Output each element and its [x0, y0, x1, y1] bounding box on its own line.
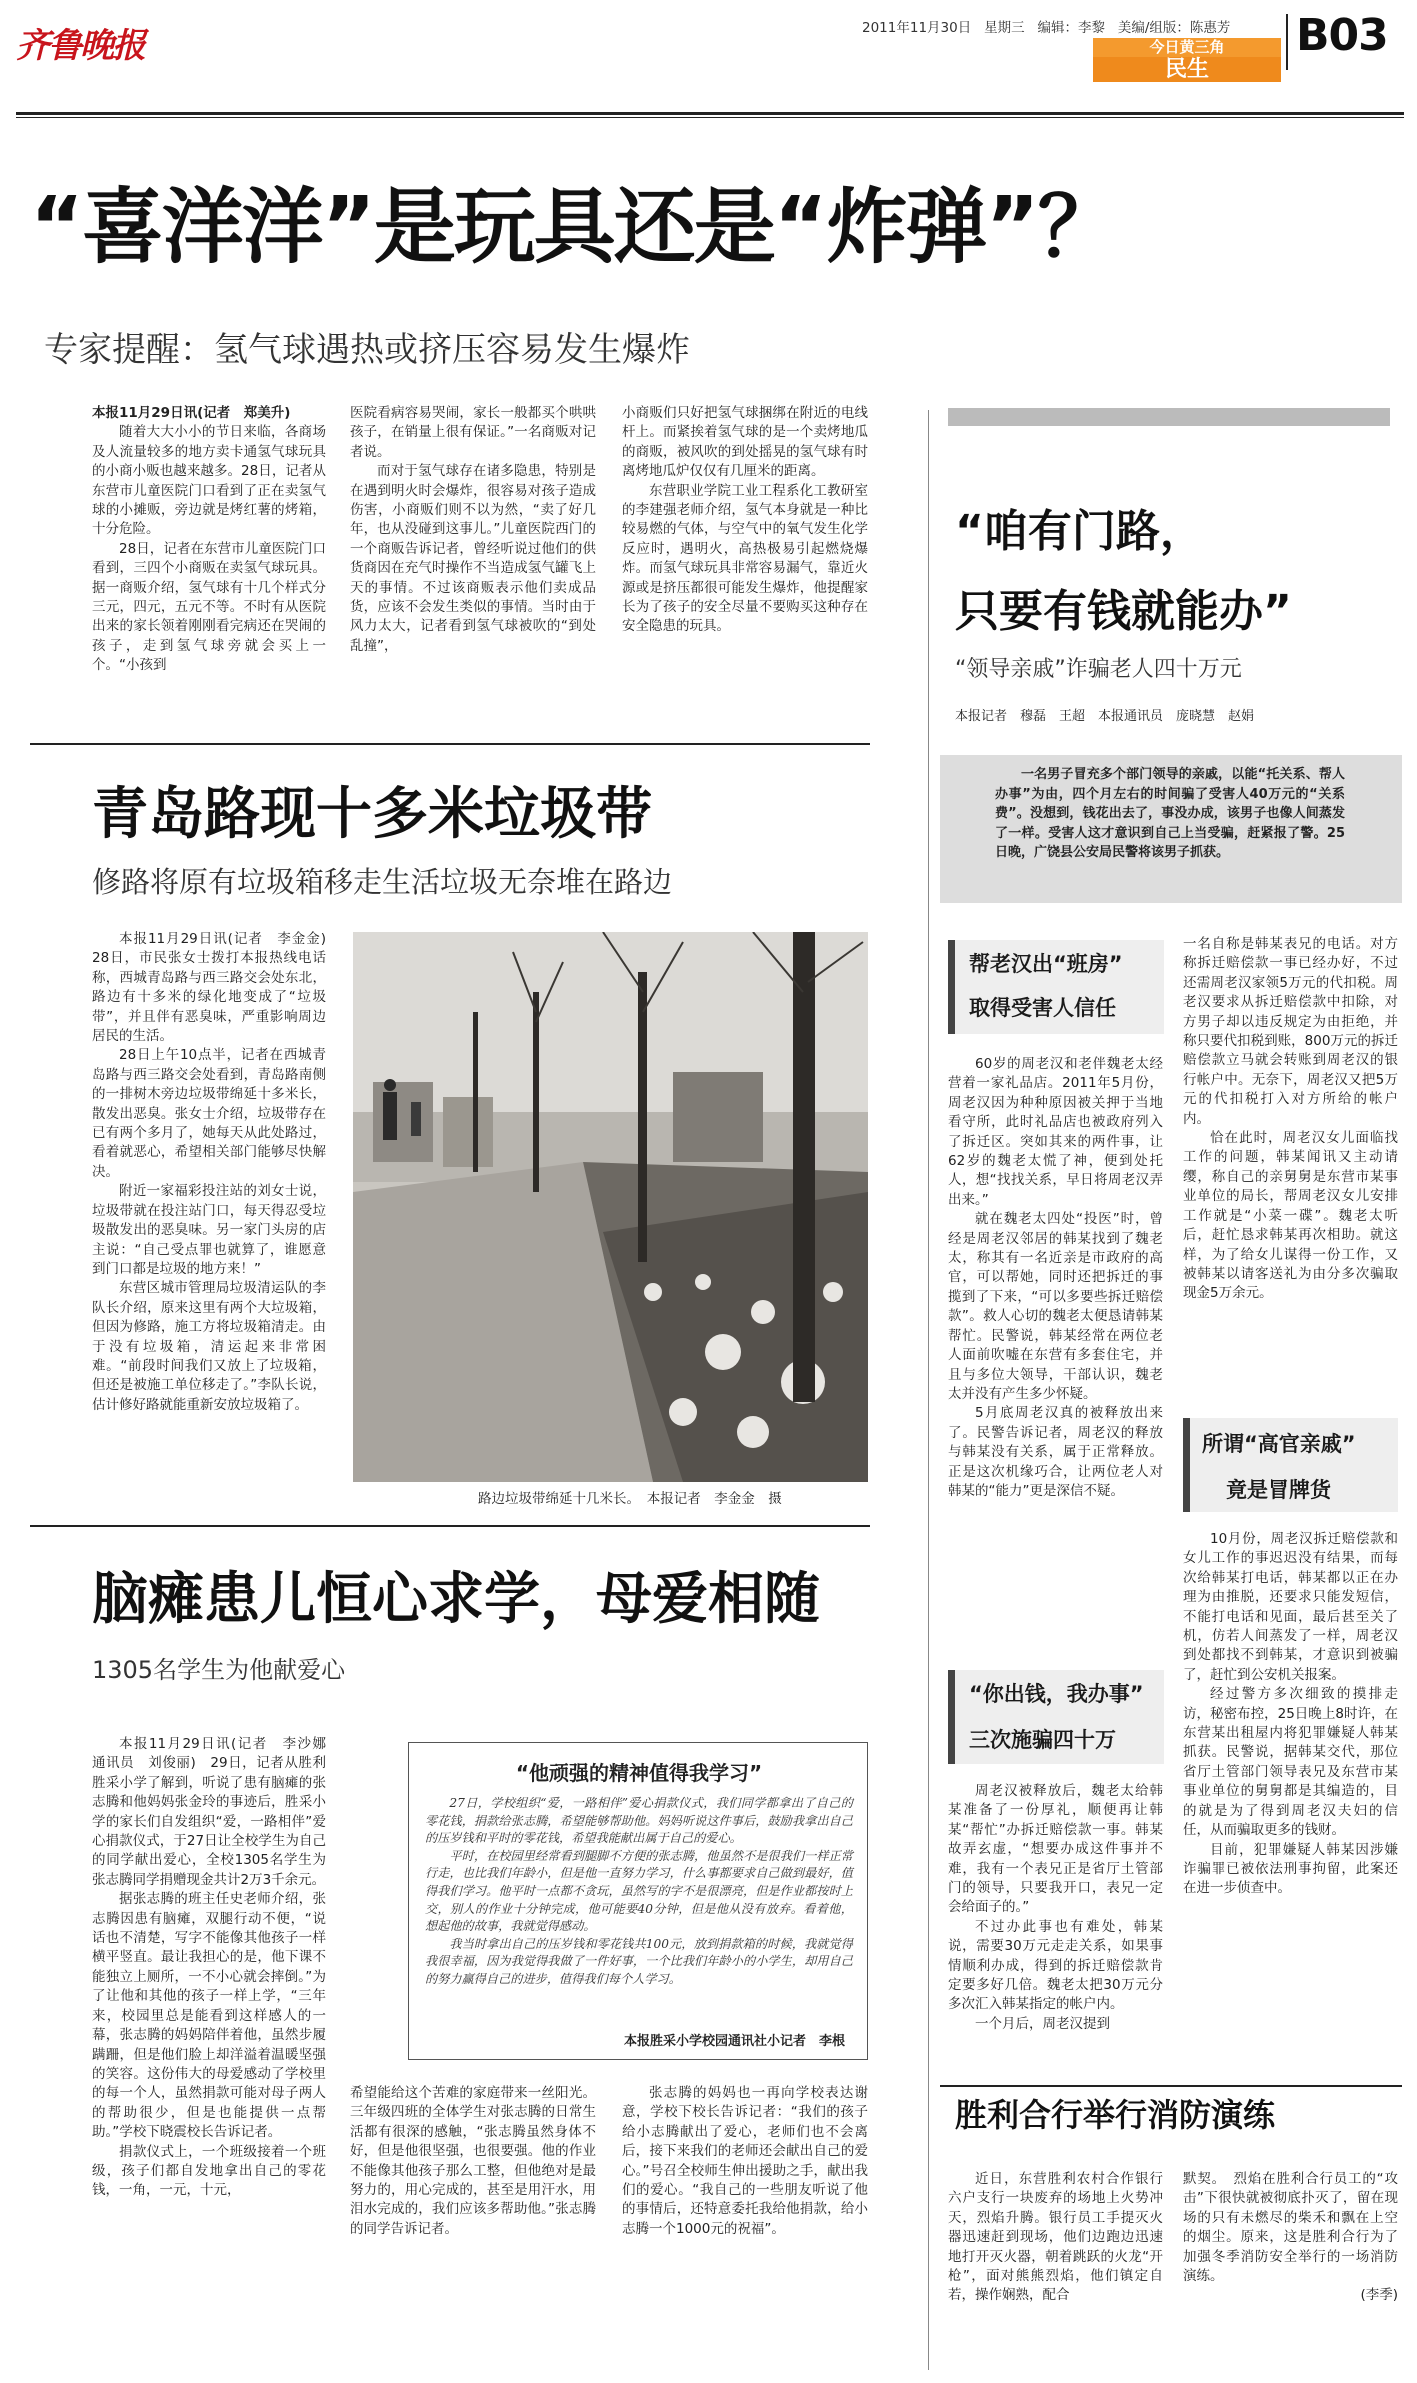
box2-line2: 三次施骗四十万: [969, 1728, 1116, 1752]
paragraph: 28日，记者在东营市儿童医院门口看到，三四个小商贩在卖氢气球玩具。据一商贩介绍，氢气球有十几个样式分三元，四元，五元不等。不时有从医院出来的家长领着刚刚看完病还在哭闹的孩子，走到氢气球旁就会买上一个。“小孩到: [92, 540, 326, 674]
lead-byline: 本报11月29日讯(记者 郑美升): [92, 405, 291, 421]
paragraph: 小商贩们只好把氢气球捆绑在附近的电线杆上。而紧挨着氢气球的是一个卖烤地瓜的商贩，被风吹的到处摇晃的氢气球有时离烤地瓜炉仅仅有几厘米的距离。: [622, 405, 868, 480]
story3-col-3: [622, 2084, 868, 2239]
box3-line1: 所谓“高官亲戚”: [1202, 1432, 1356, 1456]
divider: [940, 2085, 1402, 2087]
section-tag: 今日黄三角: [1093, 38, 1281, 57]
street-scene-image: [353, 932, 868, 1482]
story2-subhead: 修路将原有垃圾箱移走生活垃圾无奈堆在路边: [92, 865, 673, 899]
story5-col-2: [1183, 2170, 1398, 2306]
paragraph: 我当时拿出自己的压岁钱和零花钱共100元，放到捐款箱的时候，我就觉得我很幸福，因为我觉得我做了一件好事，一个比我们年龄小的小学生，却用自己的努力赢得自己的进步，值得我们每个人学习。: [425, 1936, 853, 1986]
subhead-box-1: [948, 940, 1164, 1034]
page-number: B03: [1296, 10, 1388, 61]
story4-lead: 一名男子冒充多个部门领导的亲戚，以能“托关系、帮人办事”为由，四个月左右的时间骗了受害人40万元的“关系费”。没想到，钱花出去了，事没办成，该男子也像人间蒸发了一样。受害人这才意识到自己上当受骗，赶紧报了警。25日晚，广饶县公安局民警将该男子抓获。: [995, 767, 1345, 860]
paragraph: 本报11月29日讯(记者 李金金) 28日，市民张女士拨打本报热线电话称，西城青岛路与西三路交会处东北，路边有十多米的绿化地变成了“垃圾带”，并且伴有恶臭味，严重影响周边居民的生活。: [92, 931, 340, 1045]
paragraph: 东营职业学院工业工程系化工教研室的李建强老师介绍，氢气本身就是一种比较易燃的气体，与空气中的氧气发生化学反应时，遇明火，高热极易引起燃烧爆炸。而氢气球玩具非常容易漏气，靠近火源或是挤压都很可能发生爆炸，他提醒家长为了孩子的安全尽量不要购买这种存在安全隐患的玩具。: [622, 482, 868, 635]
letter-box: [408, 1742, 868, 2060]
masthead-logo: [16, 18, 156, 64]
paragraph: 恰在此时，周老汉女儿面临找工作的问题，韩某闻讯又主动请缨，称自己的亲舅舅是东营市某事业单位的局长，帮周老汉女儿安排工作就是“小菜一碟”。魏老太听后，赶忙恳求韩某再次相助。就这样，为了给女儿谋得一份工作，又被韩某以请客送礼为由分多次骗取现金5万余元。: [1183, 1130, 1398, 1302]
designer: 美编/组版：陈惠芳: [1117, 20, 1231, 36]
paragraph: 5月底周老汉真的被释放出来了。民警告诉记者，周老汉的释放与韩某没有关系，属于正常释放。正是这次机缘巧合，让两位老人对韩某的“能力”更是深信不疑。: [948, 1405, 1163, 1499]
issue-date: 2011年11月30日: [862, 20, 972, 36]
section-name: 民生: [1164, 57, 1209, 82]
paragraph: 平时，在校园里经常看到腿脚不方便的张志腾，他虽然不是很我们一样正常行走，也比我们年龄小，但是他一直努力学习，什么事都要求自己做到最好，值得我们学习。他平时一点都不贪玩，虽然写的字不是很漂亮，但是作业都按时上交，别人的作业十分钟完成，他可能要40分钟，但是他从没有放弃。看着他，想起他的故事，我就觉得感动。: [425, 1848, 853, 1934]
box1-line2: 取得受害人信任: [969, 996, 1116, 1020]
masthead-rule-thin: [16, 117, 1404, 118]
story3-col-2: [350, 2084, 596, 2239]
paragraph: 而对于氢气球存在诸多隐患，特别是在遇到明火时会爆炸，很容易对孩子造成伤害，小商贩们则不以为然，“卖了好几年，也从没碰到这事儿。”儿童医院西门的一个商贩告诉记者，曾经听说过他们的供货商因在充气时操作不当造成氢气罐飞上天的事情。不过该商贩表示他们卖成品货，应该不会发生类似的事情。当时由于风力太大，记者看到氢气球被吹的“到处乱撞”，: [350, 463, 596, 654]
paragraph: 张志腾的妈妈也一再向学校表达谢意，学校下校长告诉记者：“我们的孩子给小志腾献出了爱心，老师们也不会离后，接下来我们的老师还会献出自己的爱心。”号召全校师生伸出援助之手，献出我们的爱心。“我自己的一些朋友听说了他的事情后，还特意委托我给他捐款，给小志腾一个1000元的祝福”。: [622, 2085, 868, 2237]
paragraph: 本报11月29日讯(记者 李沙娜 通讯员 刘俊丽) 29日，记者从胜利胜采小学了解到，听说了患有脑瘫的张志腾和他妈妈张金玲的事迹后，胜采小学的家长们自发组织“爱，一路相伴”爱心捐款仪式，于27日让全校学生为自己的同学献出爱心，全校1305名学生为张志腾同学捐赠现金共计2万3千余元。: [92, 1736, 340, 1888]
paragraph: 近日，东营胜利农村合作银行六户支行一块废弃的场地上火势冲天，烈焰升腾。银行员工手提灭火器迅速赶到现场，他们边跑边迅速地打开灭火器，朝着跳跃的火龙“开枪”，面对熊熊烈焰，他们镇定自若，操作娴熟，配合: [948, 2171, 1163, 2304]
paragraph: 10月份，周老汉拆迁赔偿款和女儿工作的事迟迟没有结果，而每次给韩某打电话，韩某都以正在办理为由推脱，还要求只能发短信，不能打电话和见面，最后甚至关了机，仿若人间蒸发了一样，周老汉到处都找不到韩某，才意识到被骗了，赶忙到公安机关报案。: [1183, 1531, 1398, 1683]
paragraph: 东营区城市管理局垃圾清运队的李队长介绍，原来这里有两个大垃圾箱，但因为修路，施工方将垃圾箱清走。由于没有垃圾箱，清运起来非常困难。“前段时间我们又放上了垃圾箱，但还是被施工单位移走了。”李队长说，估计修好路就能重新安放垃圾箱了。: [92, 1280, 326, 1413]
paragraph: 目前，犯罪嫌疑人韩某因涉嫌诈骗罪已被依法刑事拘留，此案还在进一步侦查中。: [1183, 1841, 1398, 1897]
masthead-rule: [16, 112, 1404, 115]
story4-headline-line2: 只要有钱就能办”: [955, 586, 1292, 637]
paragraph: 60岁的周老汉和老伴魏老太经营着一家礼品店。2011年5月份，周老汉因为种种原因被关押于当地看守所，此时礼品店也被政府列入了拆迁区。突如其来的两件事，让62岁的魏老太慌了神，便到处托人，想“找找关系，早日将周老汉弄出来。”: [948, 1056, 1163, 1208]
story2-headline: 青岛路现十多米垃圾带: [92, 782, 652, 847]
right-col-band: [948, 408, 1390, 426]
lead-col-1: [92, 404, 326, 676]
story3-subhead: 1305名学生为他献爱心: [92, 1656, 346, 1684]
subhead-box-2: [948, 1670, 1164, 1764]
story4-col-a1: [948, 1055, 1163, 1501]
issue-weekday: 星期三: [984, 20, 1025, 36]
story4-subhead: “领导亲戚”诈骗老人四十万元: [955, 657, 1242, 682]
lead-headline: “喜洋洋”是玩具还是“炸弹”？: [30, 180, 1118, 275]
paragraph: 捐款仪式上，一个班级接着一个班级，孩子们都自发地拿出自己的零花钱，一角，一元，十元，: [92, 2143, 326, 2199]
lead-col-2: [350, 404, 596, 656]
letter-signature: 本报胜采小学校园通讯社小记者 李根: [623, 2034, 845, 2049]
paragraph: 周老汉被释放后，魏老太给韩某准备了一份厚礼，顺便再让韩某“帮忙”办拆迁赔偿款一事。韩某故弄玄虚，“想要办成这件事并不难，我有一个表兄正是省厅土管部门的领导，只要我开口，表兄一定会给面子的。”: [948, 1783, 1163, 1916]
lead-subhead: 专家提醒：氢气球遇热或挤压容易发生爆炸: [44, 330, 690, 370]
letter-text: [425, 1795, 853, 1989]
box2-line1: “你出钱，我办事”: [969, 1682, 1144, 1706]
masthead-info: [862, 16, 1230, 36]
story5-signature: (李季): [1360, 2287, 1398, 2304]
paper-name: 齐鲁晚报: [16, 26, 144, 66]
paragraph: 默契。 烈焰在胜利合行员工的“攻击”下很快就被彻底扑灭了，留在现场的只有未燃尽的柴禾和飘在上空的烟尘。原来，这是胜利合行为了加强冬季消防安全举行的一场消防演练。: [1183, 2171, 1398, 2285]
paragraph: 一名自称是韩某表兄的电话。对方称拆迁赔偿款一事已经办好，不过还需周老汉家领5万元的代扣税。周老汉要求从拆迁赔偿款中扣除，对方男子却以违反规定为由拒绝，并称只要代扣税到账，800万元的拆迁赔偿款立马就会转账到周老汉的银行帐户中。无奈下，周老汉又把5万元的代扣税打入对方所给的帐户内。: [1183, 936, 1398, 1127]
photo-caption: 路边垃圾带绵延十几米长。 本报记者 李金金 摄: [478, 1491, 782, 1507]
paragraph: 不过办此事也有难处，韩某说，需要30万元走走关系，如果事情顺利办成，得到的拆迁赔偿款肯定要多好几倍。魏老太把30万元分多次汇入韩某指定的帐户内。: [948, 1918, 1163, 2013]
paragraph: 据张志腾的班主任史老师介绍，张志腾因患有脑瘫，双腿行动不便，“说话也不清楚，写字不能像其他孩子一样横平竖直。最让我担心的是，他下课不能独立上厕所，一不小心就会摔倒。”为了让他和其他的孩子一样上学，“三年来，校园里总是能看到这样感人的一幕，张志腾的妈妈陪伴着他，虽然步履蹒跚，但是他们脸上却洋溢着温暖坚强的笑容。这份伟大的母爱感动了学校里的每一个人，虽然捐款可能对母子两人的帮助很少，但是也能提供一点帮助。”学校下晓震校长告诉记者。: [92, 1891, 326, 2141]
subhead-box-3: [1183, 1418, 1398, 1512]
paragraph: 28日上午10点半，记者在西城青岛路与西三路交会处看到，青岛路南侧的一排树木旁边垃圾带绵延十多米长，散发出恶臭。张女士介绍，垃圾带存在已有两个多月了，她每天从此处路过，看着就恶心，希望相关部门能够尽快解决。: [92, 1047, 326, 1180]
paragraph: 医院看病容易哭闹，家长一般都买个哄哄孩子，在销量上很有保证。”一名商贩对记者说。: [350, 405, 596, 460]
story5-headline: 胜利合行举行消防演练: [955, 2096, 1276, 2134]
story4-col-a2: [948, 1782, 1163, 2034]
masthead-divider: [1286, 14, 1288, 70]
paragraph: 经过警方多次细致的摸排走访，秘密布控，25日晚上8时许，在东营某出租屋内将犯罪嫌疑人韩某抓获。民警说，据韩某交代，那位省厅土管部门领导表兄及东营市某事业单位的舅舅都是其编造的，目的就是为了得到周老汉夫妇的信任，从而骗取更多的钱财。: [1183, 1686, 1398, 1839]
story4-byline: 本报记者 穆磊 王超 本报通讯员 庞晓慧 赵娟: [955, 709, 1255, 724]
letter-title: “他顽强的精神值得我学习”: [515, 1761, 763, 1785]
story4-lead-box: [940, 755, 1402, 903]
story4-col-b2: [1183, 1530, 1398, 1899]
editor: 编辑：李黎: [1037, 20, 1105, 36]
paragraph: 随着大大小小的节日来临，各商场及人流量较多的地方卖卡通氢气球玩具的小商小贩也越来越多。28日，记者从东营市儿童医院门口看到了正在卖氢气球的小摊贩，旁边就是烤红薯的烤箱，十分危险。: [92, 424, 326, 538]
paragraph: 一个月后，周老汉提到: [975, 2015, 1110, 2032]
box1-line1: 帮老汉出“班房”: [969, 952, 1123, 976]
paragraph: 就在魏老太四处“投医”时，曾经是周老汉邻居的韩某找到了魏老太，称其有一名近亲是市政府的高官，可以帮她，同时还把拆迁的事揽到了下来，“可以多要些拆迁赔偿款”。救人心切的魏老太便恳请韩某帮忙。民警说，韩某经常在两位老人面前吹嘘在东营有多套住宅，并且与多位大领导，干部认识，魏老太并没有产生多少怀疑。: [948, 1211, 1163, 1402]
divider: [30, 1525, 870, 1527]
paragraph: 附近一家福彩投注站的刘女士说，垃圾带就在投注站门口，每天得忍受垃圾散发出的恶臭味。另一家门头房的店主说：“自己受点罪也就算了，谁愿意到门口都是垃圾的地方来！”: [92, 1183, 326, 1277]
box3-line2: 竟是冒牌货: [1226, 1478, 1331, 1502]
story4-col-b1: [1183, 935, 1398, 1304]
story4-headline-line1: “咱有门路，: [955, 506, 1204, 557]
paragraph: 27日，学校组织“爱，一路相伴”爱心捐款仪式，我们同学都拿出了自己的零花钱，捐款给张志腾，希望能够帮助他。妈妈听说这件事后，鼓励我拿出自己的压岁钱和平时的零花钱，希望我能献出属于自己的爱心。: [425, 1796, 853, 1846]
divider: [30, 743, 870, 745]
lead-col-3: [622, 404, 868, 637]
section-banner: [1093, 38, 1281, 82]
story5-col-1: [948, 2170, 1163, 2306]
story3-col-1: [92, 1735, 340, 2201]
story3-headline: 脑瘫患儿恒心求学，母爱相随: [92, 1567, 820, 1632]
story2-text: [92, 930, 340, 1415]
column-divider: [928, 410, 929, 2370]
paragraph: 希望能给这个苦难的家庭带来一丝阳光。三年级四班的全体学生对张志腾的日常生活都有很深的感触，“张志腾虽然身体不好，但是他很坚强，也很要强。他的作业不能像其他孩子那么工整，但他绝对是最努力的，用心完成的，甚至是用汗水，用泪水完成的，我们应该多帮助他。”张志腾的同学告诉记者。: [350, 2085, 596, 2237]
garbage-photo: [353, 932, 868, 1482]
